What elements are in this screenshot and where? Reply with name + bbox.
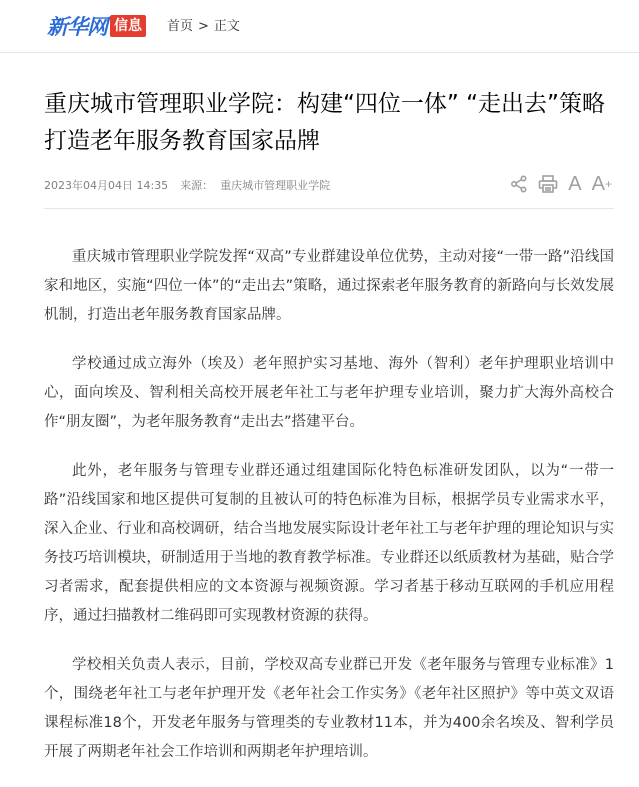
breadcrumb-separator: > (198, 19, 209, 34)
site-logo[interactable] (47, 12, 146, 40)
logo-tag[interactable]: 信息 (110, 15, 146, 37)
top-bar (0, 0, 639, 52)
publish-date: 2023年04月04日 14:35 (44, 179, 169, 192)
share-icon[interactable] (510, 175, 528, 193)
font-large-label: A (591, 173, 605, 195)
font-increase-button[interactable] (592, 172, 612, 196)
breadcrumb-home-link[interactable]: 首页 (167, 19, 194, 34)
paragraph: 学校通过成立海外（埃及）老年照护实习基地、海外（智利）老年护理职业培训中心，面向埃及、智利相关高校开展老年社工与老年护理专业培训，聚力扩大海外高校合作“朋友圈”，为老年服务教育“走出去”搭建平台。 (44, 356, 614, 430)
paragraph: 重庆城市管理职业学院发挥“双高”专业群建设单位优势，主动对接“一带一路”沿线国家和地区，实施“四位一体”的“走出去”策略，通过探索老年服务教育的新路向与长效发展机制，打造出老年服务教育国家品牌。 (44, 249, 614, 323)
breadcrumb (167, 18, 240, 36)
header-divider (0, 52, 639, 53)
article-body (44, 243, 614, 787)
paragraph: 此外，老年服务与管理专业群还通过组建国际化特色标准研发团队，以为“一带一路”沿线国家和地区提供可复制的且被认可的特色标准为目标，根据学员专业需求水平，深入企业、行业和高校调研，结合当地发展实际设计老年社工与老年护理的理论知识与实务技巧培训模块，研制适用于当地的教育教学标准。专业群还以纸质教材为基础，贴合学习者需求，配套提供相应的文本资源与视频资源。学习者基于移动互联网的手机应用程序，通过扫描教材二维码即可实现教材资源的获得。 (44, 463, 614, 624)
article-title: 重庆城市管理职业学院：构建“四位一体” “走出去”策略 打造老年服务教育国家品牌 (44, 91, 605, 154)
font-large-plus: + (604, 177, 612, 191)
breadcrumb-current: 正文 (213, 19, 240, 34)
font-small-label: A (568, 173, 582, 195)
article-tools (510, 172, 612, 196)
source-label: 来源： (180, 179, 214, 192)
font-decrease-button[interactable] (568, 172, 581, 196)
source-info (180, 178, 330, 194)
source-name: 重庆城市管理职业学院 (220, 179, 331, 192)
print-icon[interactable] (538, 175, 558, 193)
paragraph: 学校相关负责人表示，目前，学校双高专业群已开发《老年服务与管理专业标准》1个，围绕老年社工与老年护理开发《老年社会工作实务》《老年社区照护》等中英文双语课程标准18个，开发老年服务与管理类的专业教材11本，并为400余名埃及、智利学员开展了两期老年社会工作培训和两期老年护理培训。 (44, 657, 614, 760)
logo-text[interactable]: 新华网 (47, 14, 107, 39)
article-meta (44, 178, 330, 194)
meta-divider (44, 208, 614, 209)
